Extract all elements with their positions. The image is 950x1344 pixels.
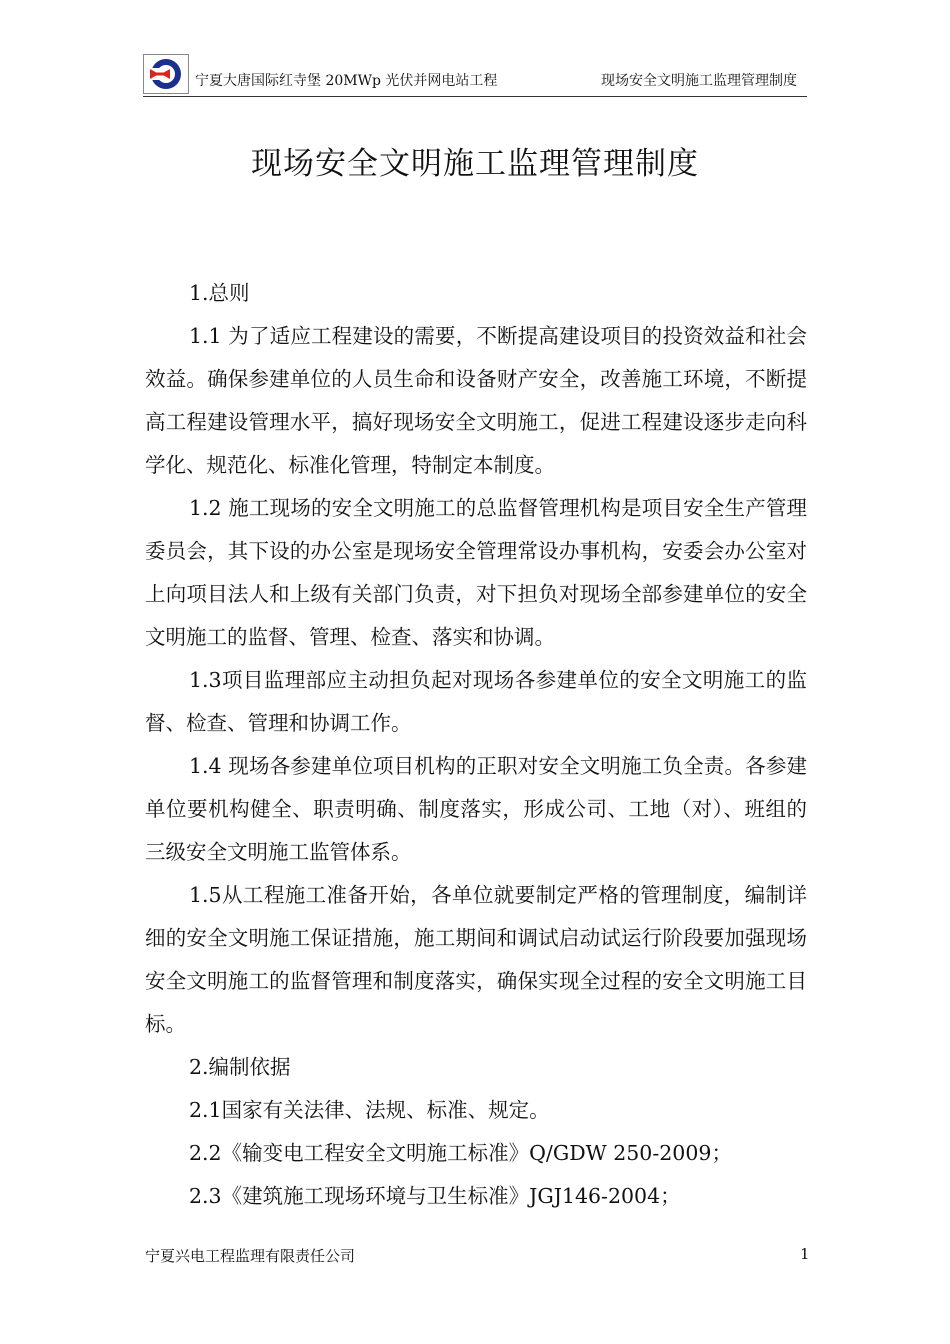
paragraph-1-5: 1.5从工程施工准备开始，各单位就要制定严格的管理制度，编制详细的安全文明施工保证措施，施工期间和调试启动试运行阶段要加强现场安全文明施工的监督管理和制度落实，确保实现全过程的安全文明施工目标。: [145, 883, 807, 1036]
section-heading-basis: 2.编制依据: [189, 1055, 291, 1079]
company-logo-icon: [143, 54, 189, 94]
paragraph-1-2: 1.2 施工现场的安全文明施工的总监督管理机构是项目安全生产管理委员会，其下设的办公室是现场安全管理常设办事机构，安委会办公室对上向项目法人和上级有关部门负责，对下担负对现场全部参建单位的安全文明施工的监督、管理、检查、落实和协调。: [145, 496, 807, 649]
paragraph-2-1: 2.1国家有关法律、法规、标准、规定。: [189, 1098, 550, 1122]
paragraph-1-3: 1.3项目监理部应主动担负起对现场各参建单位的安全文明施工的监督、检查、管理和协调工作。: [145, 668, 807, 735]
paragraph-2-3: 2.3《建筑施工现场环境与卫生标准》JGJ146-2004；: [189, 1184, 681, 1208]
section-heading-general: 1.总则: [189, 281, 250, 305]
document-body: [145, 272, 807, 1218]
paragraph-1-1: 1.1 为了适应工程建设的需要，不断提高建设项目的投资效益和社会效益。确保参建单位的人员生命和设备财产安全，改善施工环境，不断提高工程建设管理水平，搞好现场安全文明施工，促进工程建设逐步走向科学化、规范化、标准化管理，特制定本制度。: [145, 324, 807, 477]
paragraph-1-4: 1.4 现场各参建单位项目机构的正职对安全文明施工负全责。各参建单位要机构健全、职责明确、制度落实，形成公司、工地（对）、班组的三级安全文明施工监管体系。: [145, 754, 807, 864]
page-header: [143, 50, 807, 97]
header-document-name: 现场安全文明施工监理管理制度: [601, 73, 797, 89]
footer-company: 宁夏兴电工程监理有限责任公司: [145, 1247, 356, 1265]
header-project-name: 宁夏大唐国际红寺堡 20MWp 光伏并网电站工程: [195, 73, 498, 89]
paragraph-2-2: 2.2《输变电工程安全文明施工标准》Q/GDW 250-2009；: [189, 1141, 732, 1165]
page-title: 现场安全文明施工监理管理制度: [251, 146, 699, 182]
footer-page-number: 1: [800, 1245, 810, 1263]
